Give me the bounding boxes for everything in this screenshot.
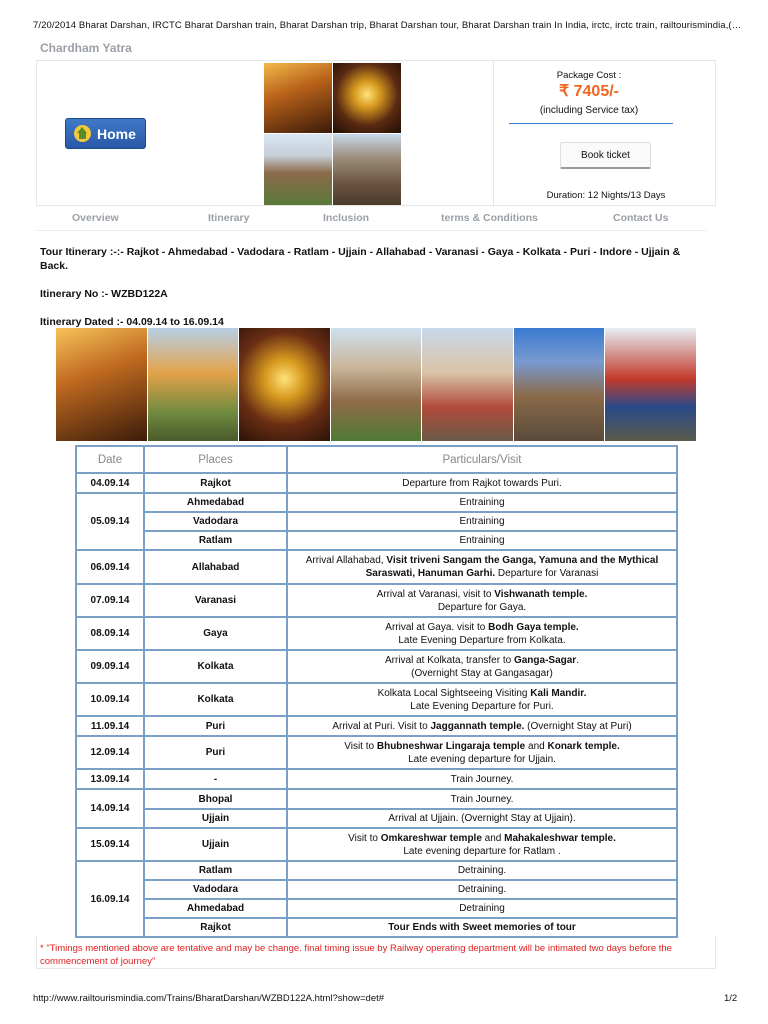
place-cell: Ahmedabad (144, 493, 287, 512)
place-cell: Bhopal (144, 789, 287, 809)
table-row (76, 789, 677, 809)
header-date: Date (76, 446, 144, 473)
visit-cell (287, 650, 677, 683)
visit-highlight: Vishwanath temple. (494, 588, 588, 600)
tour-itinerary-route: Tour Itinerary :-:- Rajkot - Ahmedabad - Vadodara - Ratlam - Ujjain - Allahabad - Varanasi - Gaya - Kolkata - Puri - Indore - Ujjain & Back. (40, 246, 681, 272)
visit-cell (287, 617, 677, 650)
place-cell: Puri (144, 736, 287, 769)
visit-cell: Entraining (287, 493, 677, 512)
visit-highlight: Visit triveni Sangam the Ganga, Yamuna and the Mythical Saraswati, Hanuman Garhi. (365, 555, 659, 579)
visit-cell (287, 584, 677, 617)
visit-text: and (481, 832, 505, 844)
date-cell: 14.09.14 (76, 789, 144, 828)
visit-text: and (525, 740, 548, 752)
table-row (76, 584, 677, 617)
table-row (76, 736, 677, 769)
hanuman-statue-photo (148, 328, 239, 441)
place-cell: Allahabad (144, 550, 287, 584)
package-panel (36, 60, 716, 206)
visit-cell: Tour Ends with Sweet memories of tour (287, 918, 677, 937)
visit-text: Kolkata Local Sightseeing Visiting (377, 687, 531, 699)
visit-cell: Entraining (287, 512, 677, 531)
tab-contact-us[interactable]: Contact Us (613, 212, 669, 224)
date-cell: 08.09.14 (76, 617, 144, 650)
konark-temple-photo (333, 134, 401, 205)
visit-highlight: Kali Mandir. (530, 687, 587, 699)
home-button[interactable] (65, 118, 146, 149)
visit-text: Visit to (348, 832, 381, 844)
tab-terms[interactable]: terms & Conditions (441, 212, 538, 224)
visit-cell: Detraining. (287, 880, 677, 899)
table-row (76, 809, 677, 828)
visit-cell: Train Journey. (287, 769, 677, 789)
place-cell: Gaya (144, 617, 287, 650)
visit-text: Late Evening Departure for Puri. (410, 700, 554, 712)
package-price: ₹ 7405/- (559, 83, 619, 100)
place-cell: Ujjain (144, 809, 287, 828)
table-row (76, 493, 677, 512)
table-row (76, 550, 677, 584)
shrine-interior-photo (239, 328, 330, 441)
date-cell: 15.09.14 (76, 828, 144, 861)
visit-highlight: Omkareshwar temple (380, 832, 482, 844)
visit-cell: Entraining (287, 531, 677, 550)
table-row (76, 918, 677, 937)
visit-highlight: Ganga-Sagar (513, 654, 577, 666)
visit-highlight: Konark temple. (547, 740, 620, 752)
visit-text: (Overnight Stay at Puri) (524, 720, 632, 732)
place-cell: Rajkot (144, 918, 287, 937)
dakshineswar-temple-photo (422, 328, 513, 441)
tab-overview[interactable]: Overview (72, 212, 119, 224)
aarti-photo (264, 63, 332, 133)
header-places: Places (144, 446, 287, 473)
table-row (76, 716, 677, 736)
print-header: 7/20/2014 Bharat Darshan, IRCTC Bharat Darshan train, Bharat Darshan trip, Bharat Darshan tour, Bharat Darshan train In India, irctc, irctc train, railtourismindia,(… (33, 20, 742, 31)
date-cell: 06.09.14 (76, 550, 144, 584)
visit-cell (287, 828, 677, 861)
visit-text: Late evening departure for Ratlam . (403, 845, 561, 857)
place-cell: Varanasi (144, 584, 287, 617)
destination-photo-strip (56, 328, 696, 441)
visit-text: Departure for Varanasi (495, 568, 599, 579)
page-number: 1/2 (724, 993, 738, 1004)
date-cell: 13.09.14 (76, 769, 144, 789)
tab-itinerary[interactable]: Itinerary (208, 212, 250, 224)
table-row (76, 769, 677, 789)
visit-cell (287, 683, 677, 716)
table-row (76, 512, 677, 531)
book-ticket-button[interactable]: Book ticket (560, 142, 651, 169)
timing-disclaimer: * "Timings mentioned above are tentative and may be change. final timing issue by Railway operating department will be intimated two days before the commencement of journey" (40, 943, 672, 967)
visit-cell: Departure from Rajkot towards Puri. (287, 473, 677, 493)
tab-inclusion[interactable]: Inclusion (323, 212, 370, 224)
visit-cell: Arrival at Ujjain. (Overnight Stay at Ujjain). (287, 809, 677, 828)
visit-text: Late Evening Departure from Kolkata. (398, 634, 566, 646)
visit-highlight: Jaggannath temple. (430, 720, 525, 732)
date-cell: 12.09.14 (76, 736, 144, 769)
itinerary-number: Itinerary No :- WZBD122A (40, 288, 168, 300)
home-label: Home (97, 125, 136, 142)
place-cell: Rajkot (144, 473, 287, 493)
tab-nav (36, 207, 706, 231)
table-row (76, 650, 677, 683)
header-particulars: Particulars/Visit (287, 446, 677, 473)
date-cell: 07.09.14 (76, 584, 144, 617)
place-cell: Ratlam (144, 531, 287, 550)
date-cell: 04.09.14 (76, 473, 144, 493)
price-note: (including Service tax) (539, 105, 639, 116)
date-cell: 10.09.14 (76, 683, 144, 716)
visit-cell (287, 716, 677, 736)
table-header-row (76, 446, 677, 473)
temple-photo-collage (264, 63, 400, 204)
date-cell: 11.09.14 (76, 716, 144, 736)
table-row (76, 880, 677, 899)
place-cell: Ujjain (144, 828, 287, 861)
print-footer-url: http://www.railtourismindia.com/Trains/BharatDarshan/WZBD122A.html?show=det# (33, 993, 385, 1004)
visit-cell (287, 736, 677, 769)
package-cost-label: Package Cost : (556, 70, 622, 81)
visit-text: Arrival at Kolkata, transfer to (385, 654, 514, 666)
khajuraho-temple-photo (331, 328, 422, 441)
table-row (76, 899, 677, 918)
place-cell: Ahmedabad (144, 899, 287, 918)
brand-title[interactable]: Chardham Yatra (40, 41, 132, 55)
jagannath-temple-photo (605, 328, 696, 441)
table-row (76, 473, 677, 493)
visit-cell: Detraining (287, 899, 677, 918)
visit-highlight: Bodh Gaya temple. (488, 621, 579, 633)
table-row (76, 861, 677, 880)
visit-text: Arrival at Puri. Visit to (332, 720, 431, 732)
visit-text: Visit to (344, 740, 377, 752)
duration: Duration: 12 Nights/13 Days (546, 190, 666, 201)
visit-highlight: Bhubneshwar Lingaraja temple (376, 740, 526, 752)
itinerary-dates: Itinerary Dated :- 04.09.14 to 16.09.14 (40, 316, 224, 328)
visit-text: Arrival at Varanasi, visit to (376, 588, 495, 600)
table-row (76, 683, 677, 716)
ganga-aarti-photo (56, 328, 147, 441)
table-row (76, 617, 677, 650)
visit-text: Late evening departure for Ujjain. (408, 753, 556, 765)
konark-sun-temple-photo (514, 328, 605, 441)
visit-cell (287, 550, 677, 584)
visit-text: Arrival at Gaya. visit to (385, 621, 489, 633)
home-icon (74, 125, 91, 142)
place-cell: Vadodara (144, 880, 287, 899)
place-cell: Kolkata (144, 650, 287, 683)
visit-cell: Detraining. (287, 861, 677, 880)
table-row (76, 828, 677, 861)
table-row (76, 531, 677, 550)
price-box (493, 61, 717, 207)
visit-text: Departure for Gaya. (437, 601, 527, 613)
place-cell: Vadodara (144, 512, 287, 531)
place-cell: Ratlam (144, 861, 287, 880)
place-cell: Puri (144, 716, 287, 736)
date-cell: 05.09.14 (76, 493, 144, 550)
shrine-photo (333, 63, 401, 133)
visit-cell: Train Journey. (287, 789, 677, 809)
visit-text: . (576, 654, 579, 666)
visit-text: Arrival Allahabad, (305, 555, 387, 566)
place-cell: Kolkata (144, 683, 287, 716)
visit-text: (Overnight Stay at Gangasagar) (411, 667, 553, 679)
date-cell: 16.09.14 (76, 861, 144, 937)
place-cell: - (144, 769, 287, 789)
divider (509, 123, 673, 124)
visit-highlight: Mahakaleshwar temple. (504, 832, 616, 844)
date-cell: 09.09.14 (76, 650, 144, 683)
itinerary-table (75, 445, 678, 938)
stone-temple-photo (264, 134, 332, 205)
